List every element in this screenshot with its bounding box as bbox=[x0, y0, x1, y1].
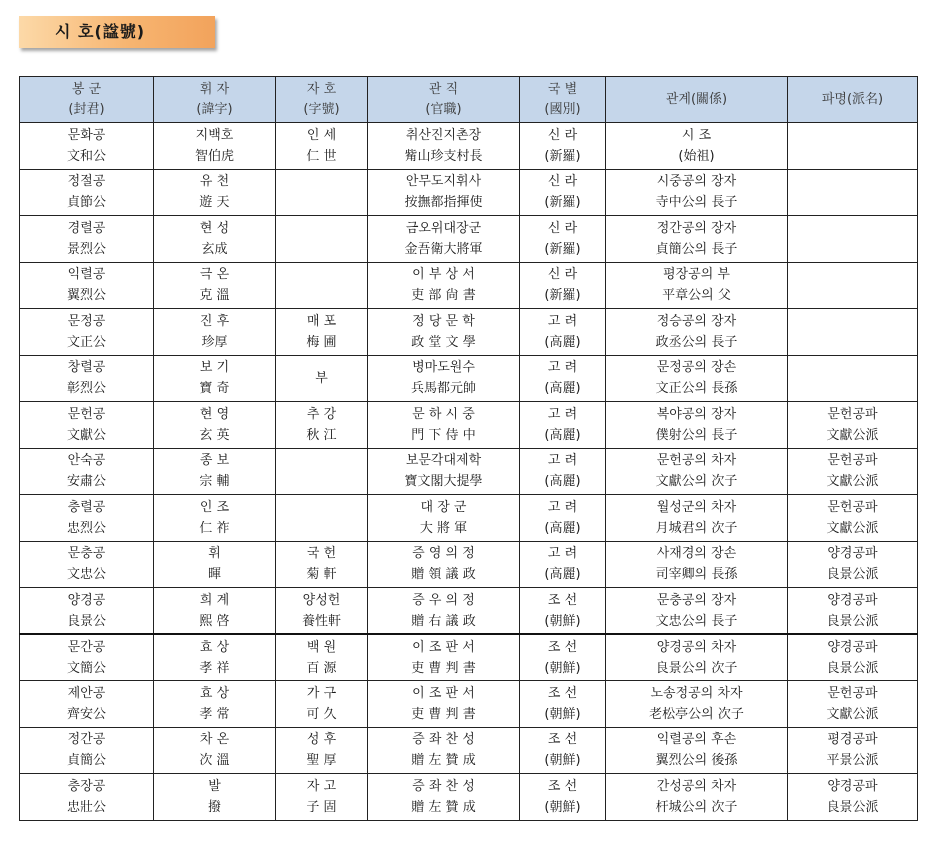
courtesy-cell: 성 후 聖 厚 bbox=[276, 727, 368, 774]
table-row bbox=[20, 309, 918, 356]
title-cell: 정절공 貞節公 bbox=[20, 169, 154, 216]
table-row bbox=[20, 262, 918, 309]
name-cell: 차 온 次 溫 bbox=[154, 727, 276, 774]
office-cell: 이 조 판 서 吏 曹 判 書 bbox=[368, 634, 520, 681]
relation-cell: 평장공의 부 平章公의 父 bbox=[606, 262, 788, 309]
branch-cell: 양경공파 良景公派 bbox=[788, 541, 918, 588]
dynasty-cell: 조 선 (朝鮮) bbox=[520, 588, 606, 635]
name-cell: 종 보 宗 輔 bbox=[154, 448, 276, 495]
branch-cell: 양경공파 良景公派 bbox=[788, 774, 918, 821]
courtesy-cell: 인 세 仁 世 bbox=[276, 123, 368, 170]
relation-cell: 문정공의 장손 文正公의 長孫 bbox=[606, 355, 788, 402]
table-row bbox=[20, 355, 918, 402]
branch-cell: 문헌공파 文獻公派 bbox=[788, 402, 918, 449]
office-cell: 이 조 판 서 吏 曹 判 書 bbox=[368, 681, 520, 728]
dynasty-cell: 조 선 (朝鮮) bbox=[520, 634, 606, 681]
table-row bbox=[20, 495, 918, 542]
header-cell: 파명(派名) bbox=[788, 77, 918, 123]
table-row bbox=[20, 541, 918, 588]
branch-cell: 양경공파 良景公派 bbox=[788, 588, 918, 635]
title-cell: 익렬공 翼烈公 bbox=[20, 262, 154, 309]
header-cell: 관계(關係) bbox=[606, 77, 788, 123]
courtesy-cell: 매 포 梅 圃 bbox=[276, 309, 368, 356]
dynasty-cell: 고 려 (高麗) bbox=[520, 541, 606, 588]
name-cell: 극 온 克 溫 bbox=[154, 262, 276, 309]
dynasty-cell: 신 라 (新羅) bbox=[520, 169, 606, 216]
relation-cell: 시중공의 장자 寺中公의 長子 bbox=[606, 169, 788, 216]
relation-cell: 정승공의 장자 政丞公의 長子 bbox=[606, 309, 788, 356]
office-cell: 증 영 의 정 贈 領 議 政 bbox=[368, 541, 520, 588]
dynasty-cell: 조 선 (朝鮮) bbox=[520, 727, 606, 774]
title-cell: 양경공 良景公 bbox=[20, 588, 154, 635]
dynasty-cell: 고 려 (高麗) bbox=[520, 355, 606, 402]
branch-cell bbox=[788, 309, 918, 356]
branch-cell: 문헌공파 文獻公派 bbox=[788, 448, 918, 495]
dynasty-cell: 조 선 (朝鮮) bbox=[520, 774, 606, 821]
title-cell: 문화공 文和公 bbox=[20, 123, 154, 170]
title-cell: 문헌공 文獻公 bbox=[20, 402, 154, 449]
office-cell: 증 좌 찬 성 贈 左 贊 成 bbox=[368, 727, 520, 774]
section-title: 시 호(諡號) bbox=[19, 16, 215, 48]
title-cell: 안숙공 安肅公 bbox=[20, 448, 154, 495]
office-cell: 문 하 시 중 門 下 侍 中 bbox=[368, 402, 520, 449]
dynasty-cell: 조 선 (朝鮮) bbox=[520, 681, 606, 728]
table-row bbox=[20, 588, 918, 635]
dynasty-cell: 고 려 (高麗) bbox=[520, 495, 606, 542]
table-row bbox=[20, 727, 918, 774]
courtesy-cell: 백 원 百 源 bbox=[276, 634, 368, 681]
relation-cell: 익렬공의 후손 翼烈公의 後孫 bbox=[606, 727, 788, 774]
dynasty-cell: 고 려 (高麗) bbox=[520, 402, 606, 449]
branch-cell bbox=[788, 262, 918, 309]
courtesy-cell bbox=[276, 448, 368, 495]
branch-cell bbox=[788, 355, 918, 402]
office-cell: 병마도원수 兵馬都元帥 bbox=[368, 355, 520, 402]
title-cell: 충장공 忠壯公 bbox=[20, 774, 154, 821]
name-cell: 지백호 智伯虎 bbox=[154, 123, 276, 170]
title-cell: 문간공 文簡公 bbox=[20, 634, 154, 681]
branch-cell: 양경공파 良景公派 bbox=[788, 634, 918, 681]
courtesy-cell bbox=[276, 262, 368, 309]
relation-cell: 사재경의 장손 司宰卿의 長孫 bbox=[606, 541, 788, 588]
courtesy-cell: 부 bbox=[276, 355, 368, 402]
relation-cell: 문충공의 장자 文忠公의 長子 bbox=[606, 588, 788, 635]
title-cell: 문정공 文正公 bbox=[20, 309, 154, 356]
title-cell: 경렬공 景烈公 bbox=[20, 216, 154, 263]
table-row bbox=[20, 216, 918, 263]
header-cell: 봉 군 (封君) bbox=[20, 77, 154, 123]
relation-cell: 노송정공의 차자 老松亭公의 次子 bbox=[606, 681, 788, 728]
office-cell: 증 좌 찬 성 贈 左 贊 成 bbox=[368, 774, 520, 821]
name-cell: 발 撥 bbox=[154, 774, 276, 821]
name-cell: 보 기 寶 奇 bbox=[154, 355, 276, 402]
courtesy-cell bbox=[276, 169, 368, 216]
office-cell: 증 우 의 정 贈 右 議 政 bbox=[368, 588, 520, 635]
relation-cell: 문헌공의 차자 文獻公의 次子 bbox=[606, 448, 788, 495]
table-row bbox=[20, 448, 918, 495]
name-cell: 효 상 孝 常 bbox=[154, 681, 276, 728]
posthumous-title-table bbox=[19, 76, 918, 821]
branch-cell: 문헌공파 文獻公派 bbox=[788, 495, 918, 542]
table-row bbox=[20, 681, 918, 728]
courtesy-cell: 추 강 秋 江 bbox=[276, 402, 368, 449]
branch-cell bbox=[788, 123, 918, 170]
relation-cell: 정간공의 장자 貞簡公의 長子 bbox=[606, 216, 788, 263]
branch-cell bbox=[788, 216, 918, 263]
relation-cell: 복야공의 장자 僕射公의 長子 bbox=[606, 402, 788, 449]
courtesy-cell bbox=[276, 495, 368, 542]
table-row bbox=[20, 634, 918, 681]
name-cell: 휘 暉 bbox=[154, 541, 276, 588]
header-cell: 자 호 (字號) bbox=[276, 77, 368, 123]
header-cell: 관 직 (官職) bbox=[368, 77, 520, 123]
relation-cell: 시 조 (始祖) bbox=[606, 123, 788, 170]
office-cell: 안무도지휘사 按撫都指揮使 bbox=[368, 169, 520, 216]
office-cell: 정 당 문 학 政 堂 文 學 bbox=[368, 309, 520, 356]
office-cell: 금오위대장군 金吾衛大將軍 bbox=[368, 216, 520, 263]
name-cell: 유 천 遊 天 bbox=[154, 169, 276, 216]
dynasty-cell: 신 라 (新羅) bbox=[520, 123, 606, 170]
title-cell: 문충공 文忠公 bbox=[20, 541, 154, 588]
name-cell: 희 계 熙 啓 bbox=[154, 588, 276, 635]
courtesy-cell: 양성헌 養性軒 bbox=[276, 588, 368, 635]
office-cell: 이 부 상 서 吏 部 尙 書 bbox=[368, 262, 520, 309]
office-cell: 취산진지촌장 觜山珍支村長 bbox=[368, 123, 520, 170]
title-cell: 창렬공 彰烈公 bbox=[20, 355, 154, 402]
dynasty-cell: 고 려 (高麗) bbox=[520, 309, 606, 356]
name-cell: 현 성 玄成 bbox=[154, 216, 276, 263]
office-cell: 대 장 군 大 將 軍 bbox=[368, 495, 520, 542]
header-cell: 국 별 (國別) bbox=[520, 77, 606, 123]
relation-cell: 양경공의 차자 良景公의 次子 bbox=[606, 634, 788, 681]
branch-cell: 문헌공파 文獻公派 bbox=[788, 681, 918, 728]
relation-cell: 간성공의 차자 杆城公의 次子 bbox=[606, 774, 788, 821]
dynasty-cell: 신 라 (新羅) bbox=[520, 216, 606, 263]
courtesy-cell bbox=[276, 216, 368, 263]
courtesy-cell: 가 구 可 久 bbox=[276, 681, 368, 728]
header-row bbox=[20, 77, 918, 123]
table-row bbox=[20, 402, 918, 449]
table-row bbox=[20, 123, 918, 170]
table-row bbox=[20, 169, 918, 216]
branch-cell bbox=[788, 169, 918, 216]
relation-cell: 월성군의 차자 月城君의 次子 bbox=[606, 495, 788, 542]
name-cell: 인 조 仁 祚 bbox=[154, 495, 276, 542]
office-cell: 보문각대제학 寶文閣大提學 bbox=[368, 448, 520, 495]
title-cell: 충렬공 忠烈公 bbox=[20, 495, 154, 542]
title-cell: 정간공 貞簡公 bbox=[20, 727, 154, 774]
title-cell: 제안공 齊安公 bbox=[20, 681, 154, 728]
name-cell: 현 영 玄 英 bbox=[154, 402, 276, 449]
dynasty-cell: 고 려 (高麗) bbox=[520, 448, 606, 495]
header-cell: 휘 자 (諱字) bbox=[154, 77, 276, 123]
courtesy-cell: 국 헌 菊 軒 bbox=[276, 541, 368, 588]
table-row bbox=[20, 774, 918, 821]
dynasty-cell: 신 라 (新羅) bbox=[520, 262, 606, 309]
courtesy-cell: 자 고 子 固 bbox=[276, 774, 368, 821]
branch-cell: 평경공파 平景公派 bbox=[788, 727, 918, 774]
name-cell: 진 후 珍厚 bbox=[154, 309, 276, 356]
name-cell: 효 상 孝 祥 bbox=[154, 634, 276, 681]
